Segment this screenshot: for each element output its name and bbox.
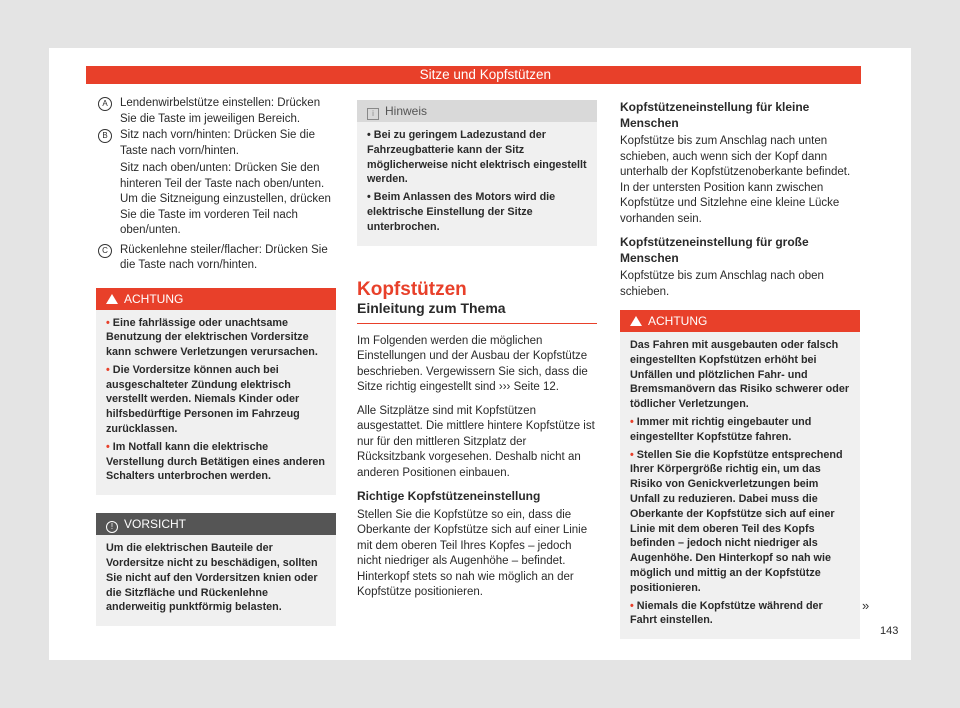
caution-title: VORSICHT: [124, 517, 187, 532]
note-header: [357, 100, 597, 122]
warning-title: ACHTUNG: [124, 291, 184, 306]
intro-paragraph: Im Folgenden werden die möglichen Einstellungen und der Ausbau der Kopfstütze beschrieben. Vergewissern Sie sich, dass die Sitze richtig eingestellt sind ››› Seite 12.: [357, 334, 588, 394]
note-item: [367, 128, 587, 187]
note-box: [357, 100, 597, 246]
step-c: [96, 243, 336, 274]
note-title: Hinweis: [385, 104, 428, 118]
warning-header: [96, 288, 336, 310]
warning-item: [630, 448, 850, 596]
step-badge: B: [98, 129, 112, 143]
step-text: Rückenlehne steiler/flacher: Drücken Sie die Taste nach vorn/hinten.: [120, 243, 328, 271]
page-number: 143: [880, 625, 899, 637]
warning-body: [96, 310, 336, 496]
step-text: Sitz nach vorn/hinten: Drücken Sie die Taste nach vorn/hinten.: [120, 129, 315, 157]
bullet-icon: •: [367, 191, 374, 204]
warning-box: [96, 288, 336, 496]
tall-people-text: Kopfstütze bis zum Anschlag nach oben schieben.: [620, 270, 824, 298]
bullet-icon: •: [106, 363, 113, 376]
warning-item: [630, 415, 850, 445]
step-b-detail: Sitz nach oben/unten: Drücken Sie den hinteren Teil der Taste nach oben/unten. Um die Sitzneigung einzustellen, drücken Sie die Taste im vorderen Teil nach oben/unten.: [120, 162, 331, 236]
caution-text: Um die elektrischen Bauteile der Vordersitze nicht zu beschädigen, sollten Sie nicht auf den Vordersitzen knien oder die Sitzfläche und Rückenlehne anderweitig punktförmig belasten.: [106, 542, 318, 614]
note-item-text: Bei zu geringem Ladezustand der Fahrzeugbatterie kann der Sitz möglicherweise nicht elektrisch eingestellt werden.: [367, 129, 587, 186]
bullet-icon: •: [367, 129, 374, 141]
caution-header: [96, 513, 336, 535]
bullet-icon: •: [630, 448, 637, 461]
warning-item-text: Stellen Sie die Kopfstütze entsprechend Ihrer Körpergröße richtig ein, um das Risiko von Genickverletzungen beim Unfall zu reduzieren. Dabei muss die Oberkante der Kopfstütze sich auf einer Linie mit dem oberen Teil des Kopfs befinden – jedoch nicht niedriger als Augenhöhe. Den Hinterkopf so nah wie möglich und mittig an der Kopfstütze positionieren.: [630, 448, 843, 594]
warning-intro: Das Fahren mit ausgebauten oder falsch eingestellten Kopfstützen erhöht bei Unfällen und plötzlichen Fahr- und Bremsmanövern das Risiko schwerer oder tödlicher Verletzungen.: [630, 339, 850, 411]
chapter-header: [86, 66, 861, 84]
section-title: Kopfstützen: [357, 278, 467, 300]
caution-icon: !: [106, 521, 118, 533]
warning-item: [106, 316, 326, 360]
note-item-text: Beim Anlassen des Motors wird die elektrische Einstellung der Sitze unterbrochen.: [367, 191, 556, 233]
step-a: [96, 96, 336, 127]
column-right: [620, 96, 860, 639]
small-people-text: Kopfstütze bis zum Anschlag nach unten schieben, auch wenn sich der Kopf dann unterhalb der Kopfstützenoberkante befindet. In der untersten Position kann zwischen Kopfstütze und Sitzlehne eine kleine Lücke vorhanden sein.: [620, 135, 851, 225]
warning-item: [106, 440, 326, 484]
warning-item-text: Niemals die Kopfstütze während der Fahrt einstellen.: [630, 599, 823, 627]
step-badge: C: [98, 244, 112, 258]
column-middle: [357, 96, 597, 609]
warning-box: [620, 310, 860, 639]
warning-title: ACHTUNG: [648, 314, 708, 328]
adjustment-paragraph: Stellen Sie die Kopfstütze so ein, dass die Oberkante der Kopfstütze sich auf einer Linie mit dem oberen Teil Ihres Kopfes – jedoch nicht niedriger als Augenhöhe – befindet. Hinterkopf stets so nah wie möglich an der Kopfstütze positionieren.: [357, 508, 588, 599]
step-badge: A: [98, 97, 112, 111]
note-item: [367, 190, 587, 234]
bullet-icon: •: [630, 599, 637, 612]
warning-item: [630, 599, 850, 629]
caution-body: [96, 535, 336, 626]
caution-box: [96, 513, 336, 626]
bullet-icon: •: [106, 440, 113, 453]
small-people-heading: Kopfstützeneinstellung für kleine Menschen: [620, 100, 810, 130]
warning-item: [106, 363, 326, 437]
column-left: [96, 96, 336, 626]
warning-body: [620, 332, 860, 639]
warning-item-text: Immer mit richtig eingebauter und eingestellter Kopfstütze fahren.: [630, 415, 812, 443]
warning-item-text: Die Vordersitze können auch bei ausgeschalteter Zündung elektrisch verstellt werden. Niemals Kinder oder hilfsbedürftige Personen im Fahrzeug zurücklassen.: [106, 363, 300, 436]
warning-item-text: Eine fahrlässige oder unachtsame Benutzung der elektrischen Vordersitze kann schwere Verletzungen verursachen.: [106, 316, 318, 359]
seats-paragraph: Alle Sitzplätze sind mit Kopfstützen ausgestattet. Die mittlere hintere Kopfstütze ist nur für den mittleren Sitzplatz der Rücksitzbank vorgesehen. Deshalb nicht an anderen Positionen einbauen.: [357, 404, 595, 479]
tall-people-heading: Kopfstützeneinstellung für große Menschen: [620, 235, 809, 265]
bullet-icon: •: [106, 316, 113, 329]
section-subtitle: Einleitung zum Thema: [357, 301, 597, 324]
note-body: [357, 122, 597, 246]
warning-header: [620, 310, 860, 332]
warning-item-text: Im Notfall kann die elektrische Verstellung durch Betätigen eines anderen Schalters unterbrochen werden.: [106, 440, 325, 483]
warning-triangle-icon: [106, 294, 118, 304]
continue-marker: »: [862, 598, 870, 613]
chapter-title: Sitze und Kopfstützen: [419, 67, 551, 82]
bullet-icon: •: [630, 415, 637, 428]
step-b: [96, 128, 336, 159]
info-icon: i: [367, 108, 379, 120]
adjustment-heading: Richtige Kopfstützeneinstellung: [357, 489, 541, 504]
warning-triangle-icon: [630, 316, 642, 326]
step-text: Lendenwirbelstütze einstellen: Drücken Sie die Taste im jeweiligen Bereich.: [120, 97, 321, 125]
